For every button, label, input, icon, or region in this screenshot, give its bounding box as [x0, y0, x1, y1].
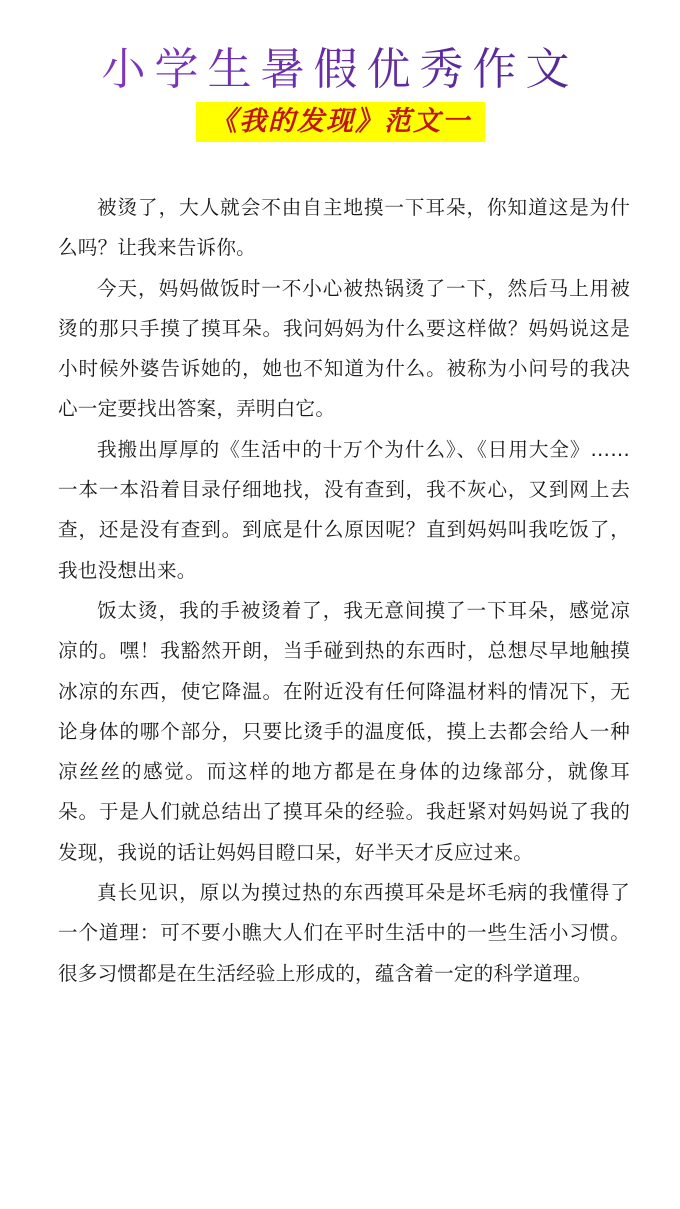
paragraph-4: 饭太烫，我的手被烫着了，我无意间摸了一下耳朵，感觉凉凉的。嘿！我豁然开朗，当手碰到热的东西时，总想尽早地触摸冰凉的东西，使它降温。在附近没有任何降温材料的情况下，无论身体的哪个部分，只要比烫手的温度低，摸上去都会给人一种凉丝丝的感觉。而这样的地方都是在身体的边缘部分，就像耳朵。于是人们就总结出了摸耳朵的经验。我赶紧对妈妈说了我的发现，我说的话让妈妈目瞪口呆，好半天才反应过来。: [58, 598, 630, 864]
page-title: 小学生暑假优秀作文: [0, 40, 680, 100]
subtitle-highlight: [196, 102, 485, 142]
paragraph-5: 真长见识，原以为摸过热的东西摸耳朵是坏毛病的我懂得了一个道理：可不要小瞧大人们在平时生活中的一些生活小习惯。很多习惯都是在生活经验上形成的，蕴含着一定的科学道理。: [58, 881, 630, 985]
paragraph-1: 被烫了，大人就会不由自主地摸一下耳朵，你知道这是为什么吗？让我来告诉你。: [58, 196, 630, 260]
paragraph-2: 今天，妈妈做饭时一不小心被热锅烫了一下，然后马上用被烫的那只手摸了摸耳朵。我问妈妈为什么要这样做？妈妈说这是小时候外婆告诉她的，她也不知道为什么。被称为小问号的我决心一定要找出答案，弄明白它。: [58, 276, 630, 421]
paragraph-3: 我搬出厚厚的《生活中的十万个为什么》、《日用大全》……一本一本沿着目录仔细地找，没有查到，我不灰心，又到网上去查，还是没有查到。到底是什么原因呢？直到妈妈叫我吃饭了，我也没想出来。: [58, 437, 630, 582]
essay-subtitle: 《我的发现》范文一: [210, 106, 471, 137]
essay-body: [58, 188, 630, 994]
